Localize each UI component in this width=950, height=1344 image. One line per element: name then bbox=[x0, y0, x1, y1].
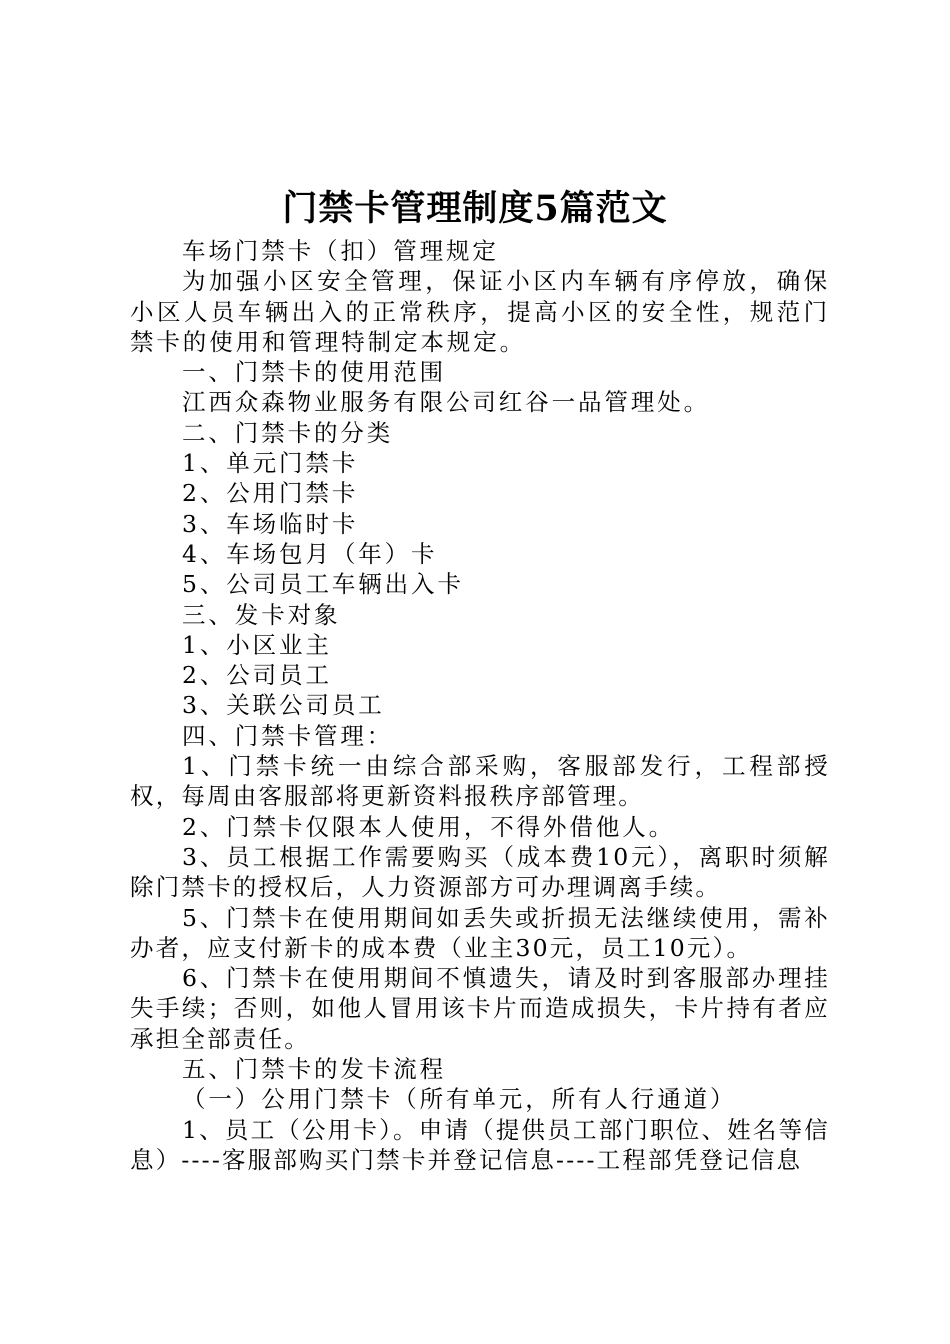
heading-management: 四、门禁卡管理： bbox=[182, 721, 394, 750]
list-item: 5、公司员工车辆出入卡 bbox=[182, 570, 464, 599]
heading-categories: 二、门禁卡的分类 bbox=[182, 418, 394, 447]
heading-issue-process: 五、门禁卡的发卡流程 bbox=[182, 1055, 446, 1084]
rule-item: 3、员工根据工作需要购买（成本费10元），离职时须解除门禁卡的授权后，人力资源部方可办理调离手续。 bbox=[130, 842, 830, 902]
rule-item: 6、门禁卡在使用期间不慎遗失，请及时到客服部办理挂失手续；否则，如他人冒用该卡片而造成损失，卡片持有者应承担全部责任。 bbox=[130, 964, 830, 1053]
subheading-public-card: （一）公用门禁卡（所有单元，所有人行通道） bbox=[182, 1085, 737, 1114]
list-item: 2、公司员工 bbox=[182, 661, 332, 690]
paragraph-scope: 江西众森物业服务有限公司红谷一品管理处。 bbox=[182, 388, 710, 417]
heading-recipients: 三、发卡对象 bbox=[182, 600, 341, 629]
document-body bbox=[130, 236, 830, 1175]
document-title: 门禁卡管理制度5篇范文 bbox=[282, 188, 668, 229]
rule-item: 5、门禁卡在使用期间如丢失或折损无法继续使用，需补办者，应支付新卡的成本费（业主30元，员工10元）。 bbox=[130, 903, 830, 962]
rule-item: 1、门禁卡统一由综合部采购，客服部发行，工程部授权，每周由客服部将更新资料报秩序部管理。 bbox=[130, 752, 830, 811]
list-item: 1、单元门禁卡 bbox=[182, 449, 359, 478]
heading-scope: 一、门禁卡的使用范围 bbox=[182, 358, 446, 387]
process-item: 1、员工（公用卡）。申请（提供员工部门职位、姓名等信息）----客服部购买门禁卡并登记信息----工程部凭登记信息 bbox=[130, 1115, 830, 1174]
rule-item: 2、门禁卡仅限本人使用，不得外借他人。 bbox=[182, 812, 676, 841]
list-item: 1、小区业主 bbox=[182, 630, 332, 659]
paragraph-intro: 为加强小区安全管理，保证小区内车辆有序停放，确保小区人员车辆出入的正常秩序，提高小区的安全性，规范门禁卡的使用和管理特制定本规定。 bbox=[130, 267, 830, 356]
paragraph-subtitle: 车场门禁卡（扣）管理规定 bbox=[182, 237, 499, 265]
list-item: 3、关联公司员工 bbox=[182, 691, 385, 720]
list-item: 2、公用门禁卡 bbox=[182, 479, 359, 508]
list-item: 3、车场临时卡 bbox=[182, 509, 359, 538]
list-item: 4、车场包月（年）卡 bbox=[182, 539, 438, 568]
